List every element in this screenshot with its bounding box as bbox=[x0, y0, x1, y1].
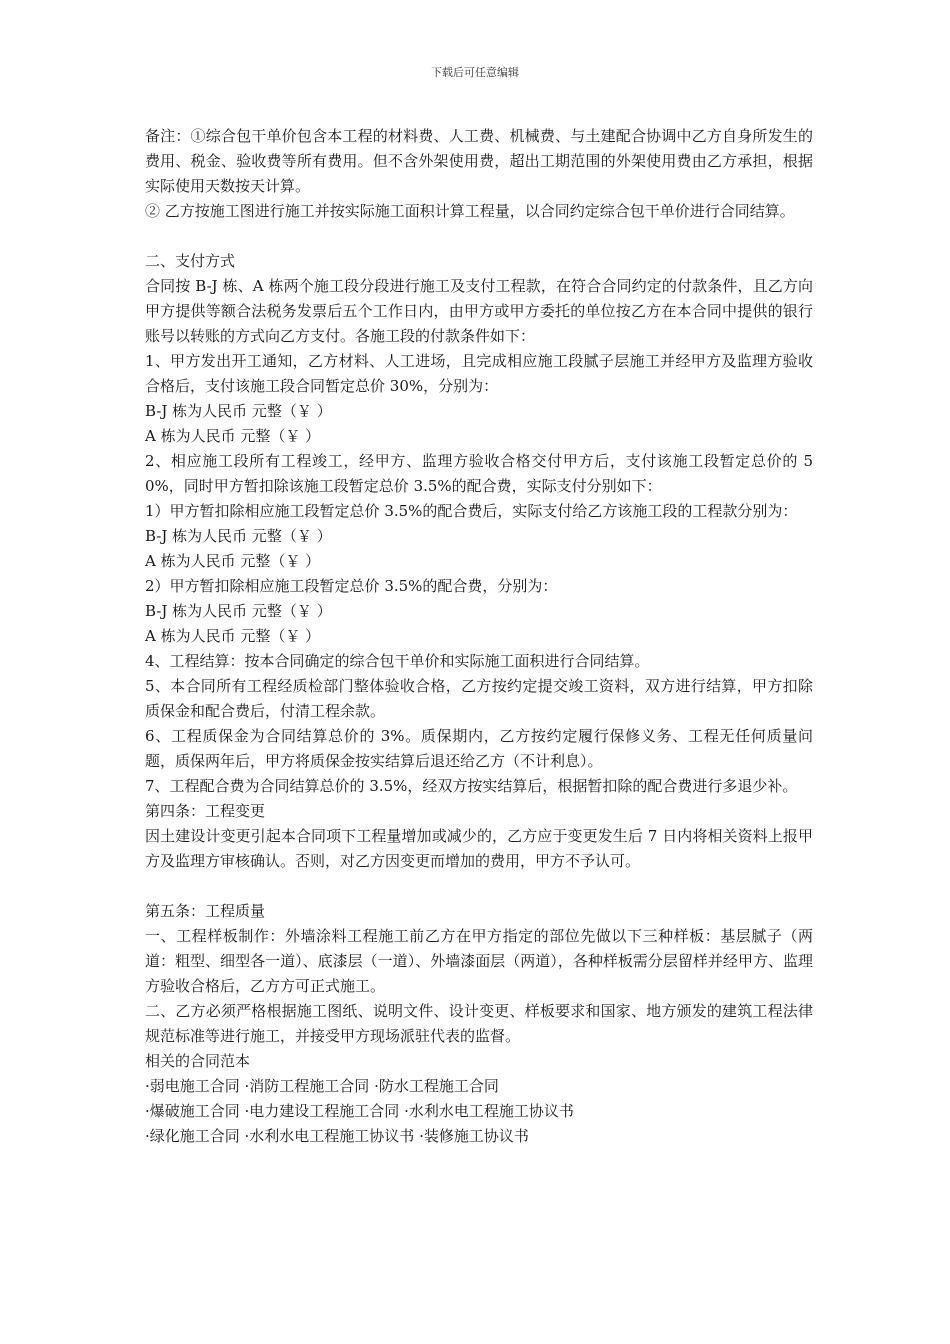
document-body bbox=[145, 124, 813, 1149]
payment-subclause-1: 1）甲方暂扣除相应施工段暂定总价 3.5%的配合费后，实际支付给乙方该施工段的工程款分别为： bbox=[145, 502, 798, 520]
blank-line bbox=[145, 874, 813, 899]
payment-clause-4: 4、工程结算：按本合同确定的综合包干单价和实际施工面积进行合同结算。 bbox=[145, 652, 650, 670]
quality-clause-2: 二、乙方必须严格根据施工图纸、说明文件、设计变更、样板要求和国家、地方颁发的建筑工程法律规范标准等进行施工，并接受甲方现场派驻代表的监督。 bbox=[145, 1002, 813, 1045]
section-heading-payment: 二、支付方式 bbox=[145, 252, 236, 270]
amount-line-a-2: A 栋为人民币 元整（￥ ） bbox=[145, 552, 321, 570]
note-paragraph-2: ② 乙方按施工图进行施工并按实际施工面积计算工程量，以合同约定综合包干单价进行合同结算。 bbox=[145, 202, 795, 220]
amount-line-bj-3: B-J 栋为人民币 元整（￥ ） bbox=[145, 602, 332, 620]
amount-line-bj-1: B-J 栋为人民币 元整（￥ ） bbox=[145, 402, 332, 420]
article-4-heading: 第四条：工程变更 bbox=[145, 802, 266, 820]
related-templates-heading: 相关的合同范本 bbox=[145, 1052, 251, 1070]
article-5-heading: 第五条：工程质量 bbox=[145, 902, 266, 920]
amount-line-bj-2: B-J 栋为人民币 元整（￥ ） bbox=[145, 527, 332, 545]
blank-line bbox=[145, 224, 813, 249]
quality-clause-1: 一、工程样板制作：外墙涂料工程施工前乙方在甲方指定的部位先做以下三种样板：基层腻子（两道：粗型、细型各一道）、底漆层（一道）、外墙漆面层（两道），各种样板需分层留样并经甲方、监理方验收合格后，乙方方可正式施工。 bbox=[145, 927, 813, 995]
amount-line-a-1: A 栋为人民币 元整（￥ ） bbox=[145, 427, 321, 445]
payment-clause-6: 6、工程质保金为合同结算总价的 3%。质保期内，乙方按约定履行保修义务、工程无任何质量问题，质保两年后，甲方将质保金按实结算后退还给乙方（不计利息）。 bbox=[145, 727, 813, 770]
note-paragraph-1: 备注：①综合包干单价包含本工程的材料费、人工费、机械费、与土建配合协调中乙方自身所发生的费用、税金、验收费等所有费用。但不含外架使用费，超出工期范围的外架使用费由乙方承担，根据实际使用天数按天计算。 bbox=[145, 127, 813, 195]
related-templates-line-1: ·弱电施工合同 ·消防工程施工合同 ·防水工程施工合同 bbox=[145, 1077, 499, 1095]
related-templates-line-3: ·绿化施工合同 ·水利水电工程施工协议书 ·装修施工协议书 bbox=[145, 1127, 529, 1145]
payment-clause-7: 7、工程配合费为合同结算总价的 3.5%，经双方按实结算后，根据暂扣除的配合费进行多退少补。 bbox=[145, 777, 798, 795]
payment-subclause-2: 2）甲方暂扣除相应施工段暂定总价 3.5%的配合费，分别为： bbox=[145, 577, 558, 595]
payment-clause-5: 5、本合同所有工程经质检部门整体验收合格，乙方按约定提交竣工资料，双方进行结算，甲方扣除质保金和配合费后，付清工程余款。 bbox=[145, 677, 813, 720]
amount-line-a-3: A 栋为人民币 元整（￥ ） bbox=[145, 627, 321, 645]
article-4-body: 因土建设计变更引起本合同项下工程量增加或减少的，乙方应于变更发生后 7 日内将相关资料上报甲方及监理方审核确认。否则，对乙方因变更而增加的费用，甲方不予认可。 bbox=[145, 827, 813, 870]
payment-intro: 合同按 B-J 栋、A 栋两个施工段分段进行施工及支付工程款，在符合合同约定的付款条件，且乙方向甲方提供等额合法税务发票后五个工作日内，由甲方或甲方委托的单位按乙方在本合同中提供的银行账号以转账的方式向乙方支付。各施工段的付款条件如下： bbox=[145, 277, 813, 345]
payment-clause-2: 2、相应施工段所有工程竣工，经甲方、监理方验收合格交付甲方后，支付该施工段暂定总价的 50%，同时甲方暂扣除该施工段暂定总价 3.5%的配合费，实际支付分别如下： bbox=[145, 452, 813, 495]
page-header: 下载后可任意编辑 bbox=[431, 66, 519, 79]
related-templates-line-2: ·爆破施工合同 ·电力建设工程施工合同 ·水利水电工程施工协议书 bbox=[145, 1102, 574, 1120]
payment-clause-1: 1、甲方发出开工通知，乙方材料、人工进场，且完成相应施工段腻子层施工并经甲方及监理方验收合格后，支付该施工段合同暂定总价 30%，分别为： bbox=[145, 352, 813, 395]
